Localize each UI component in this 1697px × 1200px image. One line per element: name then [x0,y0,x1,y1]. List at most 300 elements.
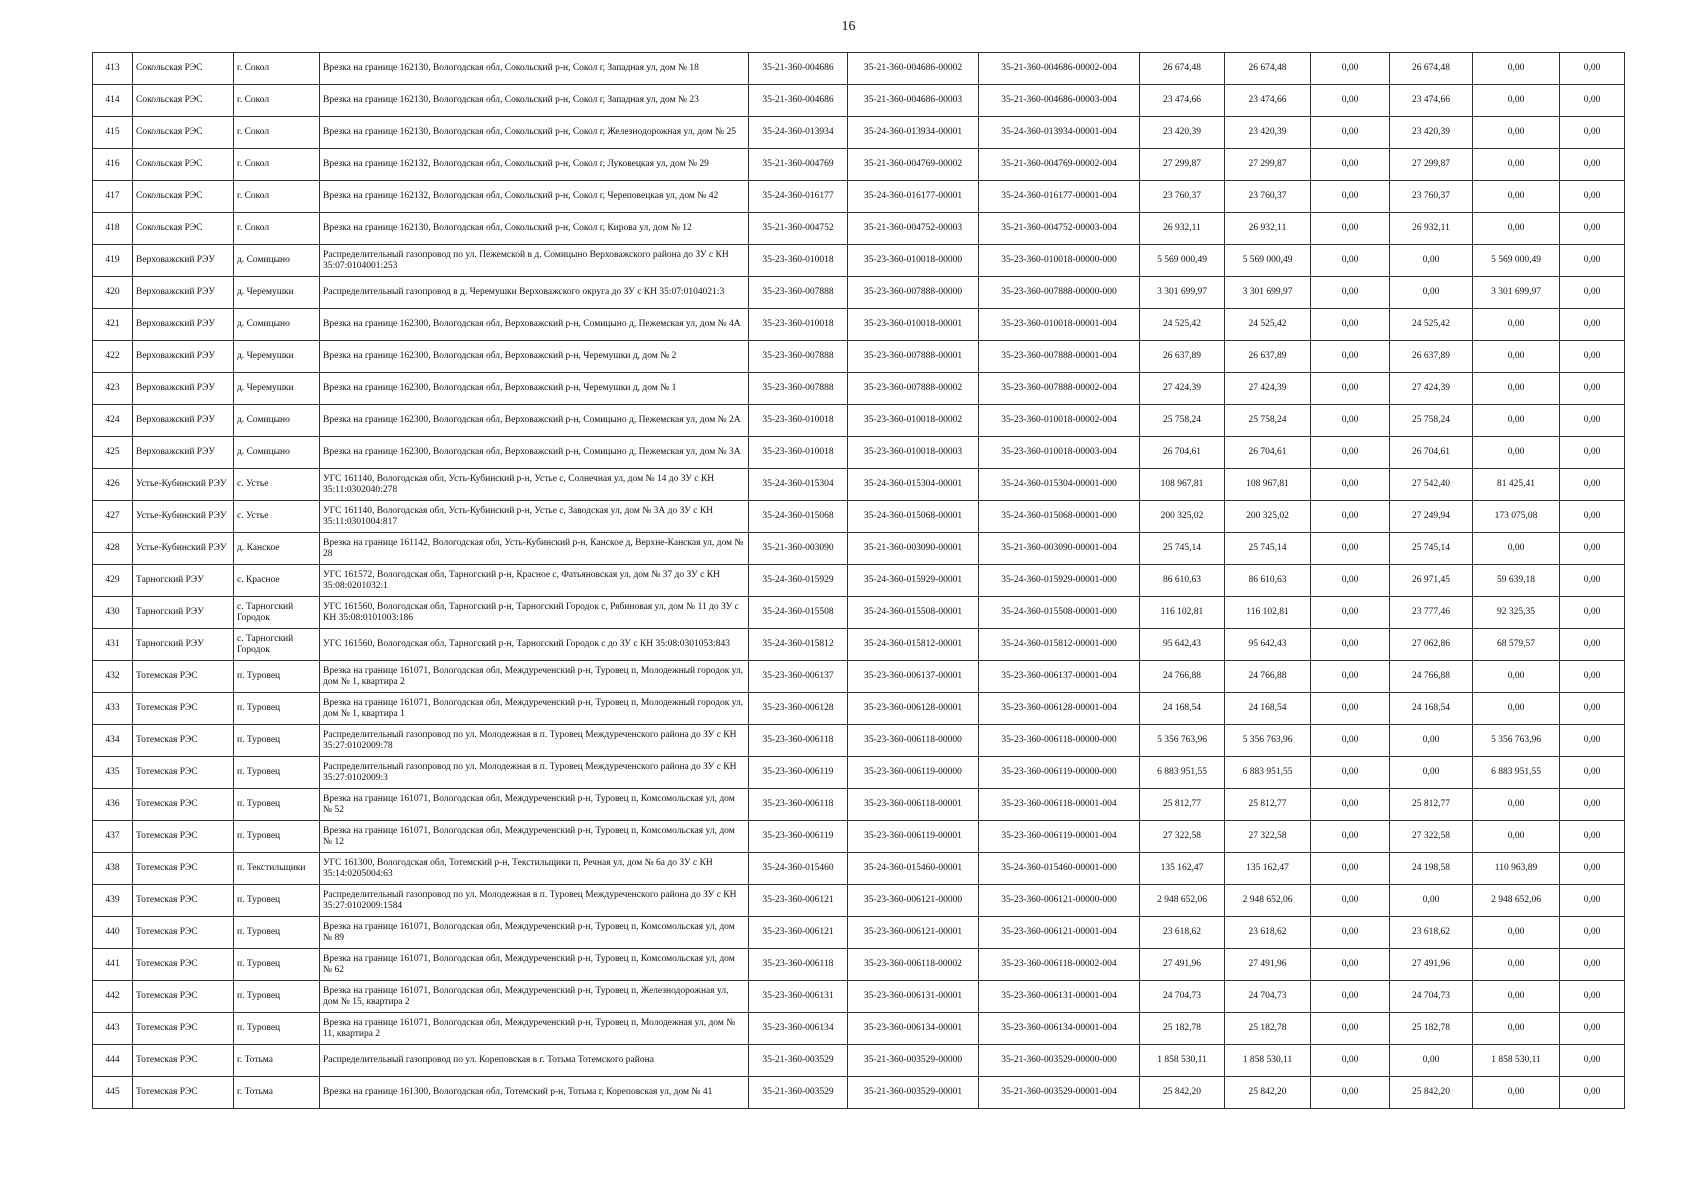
table-row [93,85,1625,117]
connection-cost-cell: 27 424,39 [1390,373,1473,405]
row-number-cell: 424 [93,405,133,437]
total-cost-cell: 200 325,02 [1140,501,1225,533]
zero-value-cell: 0,00 [1311,373,1390,405]
other-cost-cell: 0,00 [1560,437,1625,469]
division-cell: Верховажский РЭУ [133,405,234,437]
asset-code-cell: 35-23-360-010018-00001-004 [979,309,1140,341]
asset-code-cell: 35-23-360-006119-00001-004 [979,821,1140,853]
zero-value-cell: 0,00 [1311,405,1390,437]
total-cost-cell: 27 322,58 [1140,821,1225,853]
inventory-code-cell: 35-21-360-004769 [749,149,848,181]
other-cost-cell: 0,00 [1560,949,1625,981]
asset-code-cell: 35-23-360-010018-00000-000 [979,245,1140,277]
cost-value-cell: 25 182,78 [1225,1013,1311,1045]
cost-value-cell: 2 948 652,06 [1225,885,1311,917]
cost-value-cell: 108 967,81 [1225,469,1311,501]
total-cost-cell: 27 491,96 [1140,949,1225,981]
row-number-cell: 427 [93,501,133,533]
connection-cost-cell: 24 198,58 [1390,853,1473,885]
row-number-cell: 426 [93,469,133,501]
total-cost-cell: 27 299,87 [1140,149,1225,181]
total-cost-cell: 3 301 699,97 [1140,277,1225,309]
cost-value-cell: 23 618,62 [1225,917,1311,949]
division-cell: Тарногский РЭУ [133,629,234,661]
row-number-cell: 441 [93,949,133,981]
settlement-cell: с. Устье [234,501,320,533]
table-row [93,437,1625,469]
zero-value-cell: 0,00 [1311,85,1390,117]
total-cost-cell: 108 967,81 [1140,469,1225,501]
object-code-cell: 35-24-360-015929-00001 [848,565,979,597]
settlement-cell: г. Тотьма [234,1045,320,1077]
object-code-cell: 35-21-360-003090-00001 [848,533,979,565]
row-number-cell: 422 [93,341,133,373]
row-number-cell: 430 [93,597,133,629]
connection-cost-cell: 27 062,86 [1390,629,1473,661]
asset-code-cell: 35-24-360-015068-00001-000 [979,501,1140,533]
inventory-code-cell: 35-23-360-010018 [749,309,848,341]
connection-cost-cell: 23 618,62 [1390,917,1473,949]
cost-value-cell: 25 812,77 [1225,789,1311,821]
total-cost-cell: 24 766,88 [1140,661,1225,693]
settlement-cell: д. Сомицыно [234,437,320,469]
network-cost-cell: 0,00 [1473,53,1560,85]
row-number-cell: 438 [93,853,133,885]
network-cost-cell: 0,00 [1473,181,1560,213]
connection-cost-cell: 0,00 [1390,1045,1473,1077]
asset-code-cell: 35-24-360-013934-00001-004 [979,117,1140,149]
other-cost-cell: 0,00 [1560,501,1625,533]
table-row [93,597,1625,629]
asset-code-cell: 35-23-360-010018-00002-004 [979,405,1140,437]
zero-value-cell: 0,00 [1311,757,1390,789]
cost-value-cell: 24 766,88 [1225,661,1311,693]
row-number-cell: 437 [93,821,133,853]
asset-code-cell: 35-24-360-015508-00001-000 [979,597,1140,629]
asset-code-cell: 35-21-360-004769-00002-004 [979,149,1140,181]
settlement-cell: д. Сомицыно [234,245,320,277]
asset-code-cell: 35-24-360-016177-00001-004 [979,181,1140,213]
row-number-cell: 431 [93,629,133,661]
total-cost-cell: 24 525,42 [1140,309,1225,341]
table-row [93,277,1625,309]
other-cost-cell: 0,00 [1560,789,1625,821]
table-row [93,53,1625,85]
zero-value-cell: 0,00 [1311,117,1390,149]
total-cost-cell: 6 883 951,55 [1140,757,1225,789]
total-cost-cell: 5 356 763,96 [1140,725,1225,757]
network-cost-cell: 0,00 [1473,1013,1560,1045]
network-cost-cell: 173 075,08 [1473,501,1560,533]
settlement-cell: с. Красное [234,565,320,597]
object-code-cell: 35-23-360-007888-00001 [848,341,979,373]
other-cost-cell: 0,00 [1560,1077,1625,1109]
cost-value-cell: 1 858 530,11 [1225,1045,1311,1077]
object-code-cell: 35-24-360-015508-00001 [848,597,979,629]
total-cost-cell: 27 424,39 [1140,373,1225,405]
other-cost-cell: 0,00 [1560,1013,1625,1045]
network-cost-cell: 0,00 [1473,85,1560,117]
cost-value-cell: 24 168,54 [1225,693,1311,725]
table-row [93,1077,1625,1109]
inventory-code-cell: 35-23-360-006118 [749,789,848,821]
object-description-cell: Врезка на границе 162300, Вологодская обл, Верховажский р-н, Сомицыно д, Пежемская ул, дом № 2А [320,405,749,437]
network-cost-cell: 2 948 652,06 [1473,885,1560,917]
total-cost-cell: 25 842,20 [1140,1077,1225,1109]
zero-value-cell: 0,00 [1311,821,1390,853]
table-row [93,725,1625,757]
object-description-cell: Врезка на границе 161142, Вологодская обл, Усть-Кубинский р-н, Канское д, Верхне-Канская ул, дом № 28 [320,533,749,565]
division-cell: Тотемская РЭС [133,1013,234,1045]
division-cell: Сокольская РЭС [133,181,234,213]
division-cell: Тотемская РЭС [133,661,234,693]
asset-code-cell: 35-23-360-006131-00001-004 [979,981,1140,1013]
other-cost-cell: 0,00 [1560,917,1625,949]
total-cost-cell: 2 948 652,06 [1140,885,1225,917]
network-cost-cell: 0,00 [1473,789,1560,821]
other-cost-cell: 0,00 [1560,533,1625,565]
object-description-cell: УГС 161560, Вологодская обл, Тарногский р-н, Тарногский Городок с, Рябиновая ул, дом № 11 до ЗУ с КН 35:08:0101003:186 [320,597,749,629]
inventory-code-cell: 35-21-360-004686 [749,53,848,85]
table-row [93,469,1625,501]
network-cost-cell: 0,00 [1473,821,1560,853]
division-cell: Тотемская РЭС [133,853,234,885]
cost-value-cell: 5 569 000,49 [1225,245,1311,277]
table-row [93,917,1625,949]
division-cell: Верховажский РЭУ [133,373,234,405]
asset-code-cell: 35-24-360-015304-00001-000 [979,469,1140,501]
page-number: 16 [841,19,856,34]
zero-value-cell: 0,00 [1311,469,1390,501]
object-code-cell: 35-21-360-004769-00002 [848,149,979,181]
network-cost-cell: 0,00 [1473,437,1560,469]
network-cost-cell: 0,00 [1473,1077,1560,1109]
inventory-code-cell: 35-21-360-003529 [749,1077,848,1109]
object-description-cell: Врезка на границе 161071, Вологодская обл, Междуреченский р-н, Туровец п, Молодежная ул, дом № 11, квартира 2 [320,1013,749,1045]
inventory-code-cell: 35-23-360-010018 [749,405,848,437]
inventory-code-cell: 35-23-360-006118 [749,725,848,757]
connection-cost-cell: 25 758,24 [1390,405,1473,437]
zero-value-cell: 0,00 [1311,725,1390,757]
table-row [93,245,1625,277]
object-code-cell: 35-24-360-015460-00001 [848,853,979,885]
other-cost-cell: 0,00 [1560,405,1625,437]
object-description-cell: Врезка на границе 162132, Вологодская обл, Сокольский р-н, Сокол г, Череповецкая ул, дом № 42 [320,181,749,213]
table-row [93,117,1625,149]
division-cell: Тотемская РЭС [133,789,234,821]
inventory-code-cell: 35-23-360-007888 [749,373,848,405]
asset-code-cell: 35-23-360-006118-00002-004 [979,949,1140,981]
asset-code-cell: 35-21-360-003529-00001-004 [979,1077,1140,1109]
table-row [93,1013,1625,1045]
zero-value-cell: 0,00 [1311,341,1390,373]
network-cost-cell: 3 301 699,97 [1473,277,1560,309]
inventory-code-cell: 35-21-360-003090 [749,533,848,565]
connection-cost-cell: 0,00 [1390,757,1473,789]
division-cell: Устье-Кубинский РЭУ [133,469,234,501]
zero-value-cell: 0,00 [1311,853,1390,885]
asset-code-cell: 35-23-360-006119-00000-000 [979,757,1140,789]
total-cost-cell: 23 760,37 [1140,181,1225,213]
settlement-cell: п. Туровец [234,821,320,853]
object-description-cell: Распределительный газопровод по ул. Кореповская в г. Тотьма Тотемского района [320,1045,749,1077]
cost-value-cell: 23 474,66 [1225,85,1311,117]
object-description-cell: УГС 161572, Вологодская обл, Тарногский р-н, Красное с, Фатьяновская ул, дом № 37 до ЗУ с КН 35:08:0201032:1 [320,565,749,597]
asset-code-cell: 35-21-360-004686-00003-004 [979,85,1140,117]
network-cost-cell: 0,00 [1473,693,1560,725]
division-cell: Тотемская РЭС [133,917,234,949]
row-number-cell: 435 [93,757,133,789]
settlement-cell: п. Туровец [234,885,320,917]
asset-code-cell: 35-23-360-006121-00001-004 [979,917,1140,949]
other-cost-cell: 0,00 [1560,469,1625,501]
object-description-cell: Врезка на границе 161071, Вологодская обл, Междуреченский р-н, Туровец п, Железнодорожная ул, дом № 15, квартира 2 [320,981,749,1013]
zero-value-cell: 0,00 [1311,53,1390,85]
inventory-code-cell: 35-23-360-006134 [749,1013,848,1045]
network-cost-cell: 92 325,35 [1473,597,1560,629]
inventory-code-cell: 35-24-360-013934 [749,117,848,149]
settlement-cell: г. Тотьма [234,1077,320,1109]
cost-value-cell: 6 883 951,55 [1225,757,1311,789]
total-cost-cell: 25 758,24 [1140,405,1225,437]
total-cost-cell: 1 858 530,11 [1140,1045,1225,1077]
object-code-cell: 35-23-360-006118-00000 [848,725,979,757]
connection-cost-cell: 24 766,88 [1390,661,1473,693]
object-description-cell: УГС 161560, Вологодская обл, Тарногский р-н, Тарногский Городок с до ЗУ с КН 35:08:0301053:843 [320,629,749,661]
connection-cost-cell: 27 542,40 [1390,469,1473,501]
settlement-cell: п. Туровец [234,661,320,693]
division-cell: Верховажский РЭУ [133,277,234,309]
row-number-cell: 436 [93,789,133,821]
other-cost-cell: 0,00 [1560,757,1625,789]
cost-value-cell: 27 299,87 [1225,149,1311,181]
cost-value-cell: 86 610,63 [1225,565,1311,597]
zero-value-cell: 0,00 [1311,661,1390,693]
asset-code-cell: 35-21-360-004686-00002-004 [979,53,1140,85]
connection-cost-cell: 0,00 [1390,725,1473,757]
connection-cost-cell: 25 182,78 [1390,1013,1473,1045]
total-cost-cell: 23 474,66 [1140,85,1225,117]
network-cost-cell: 0,00 [1473,341,1560,373]
division-cell: Тарногский РЭУ [133,565,234,597]
network-cost-cell: 6 883 951,55 [1473,757,1560,789]
inventory-code-cell: 35-21-360-004752 [749,213,848,245]
connection-cost-cell: 27 322,58 [1390,821,1473,853]
network-cost-cell: 0,00 [1473,309,1560,341]
object-description-cell: Врезка на границе 161071, Вологодская обл, Междуреченский р-н, Туровец п, Комсомольская ул, дом № 52 [320,789,749,821]
division-cell: Верховажский РЭУ [133,245,234,277]
cost-value-cell: 24 525,42 [1225,309,1311,341]
table-row [93,213,1625,245]
total-cost-cell: 24 168,54 [1140,693,1225,725]
inventory-code-cell: 35-23-360-010018 [749,437,848,469]
table-row [93,341,1625,373]
object-code-cell: 35-23-360-006134-00001 [848,1013,979,1045]
connection-cost-cell: 26 704,61 [1390,437,1473,469]
connection-cost-cell: 23 760,37 [1390,181,1473,213]
row-number-cell: 417 [93,181,133,213]
cost-value-cell: 26 674,48 [1225,53,1311,85]
object-description-cell: Распределительный газопровод по ул. Молодежная в п. Туровец Междуреченского района до ЗУ с КН 35:27:0102009:78 [320,725,749,757]
table-row [93,405,1625,437]
connection-cost-cell: 0,00 [1390,885,1473,917]
settlement-cell: д. Черемушки [234,341,320,373]
table-row [93,949,1625,981]
object-description-cell: Врезка на границе 162300, Вологодская обл, Верховажский р-н, Сомицыно д, Пежемская ул, дом № 3А [320,437,749,469]
object-description-cell: Врезка на границе 162300, Вологодская обл, Верховажский р-н, Сомицыно д, Пежемская ул, дом № 4А [320,309,749,341]
other-cost-cell: 0,00 [1560,981,1625,1013]
cost-value-cell: 25 842,20 [1225,1077,1311,1109]
object-description-cell: УГС 161300, Вологодская обл, Тотемский р-н, Текстильщики п, Речная ул, дом № 6а до ЗУ с КН 35:14:0205004:63 [320,853,749,885]
settlement-cell: д. Сомицыно [234,309,320,341]
object-description-cell: Врезка на границе 161071, Вологодская обл, Междуреченский р-н, Туровец п, Комсомольская ул, дом № 62 [320,949,749,981]
zero-value-cell: 0,00 [1311,213,1390,245]
other-cost-cell: 0,00 [1560,309,1625,341]
object-code-cell: 35-23-360-006128-00001 [848,693,979,725]
row-number-cell: 440 [93,917,133,949]
row-number-cell: 423 [93,373,133,405]
object-description-cell: Врезка на границе 162132, Вологодская обл, Сокольский р-н, Сокол г, Луковецкая ул, дом № 29 [320,149,749,181]
connection-cost-cell: 26 674,48 [1390,53,1473,85]
object-description-cell: Врезка на границе 161071, Вологодская обл, Междуреченский р-н, Туровец п, Молодежный городок ул, дом № 1, квартира 1 [320,693,749,725]
division-cell: Устье-Кубинский РЭУ [133,501,234,533]
other-cost-cell: 0,00 [1560,341,1625,373]
object-code-cell: 35-23-360-007888-00002 [848,373,979,405]
other-cost-cell: 0,00 [1560,693,1625,725]
total-cost-cell: 25 745,14 [1140,533,1225,565]
cost-value-cell: 3 301 699,97 [1225,277,1311,309]
settlement-cell: п. Туровец [234,981,320,1013]
division-cell: Верховажский РЭУ [133,341,234,373]
asset-code-cell: 35-23-360-006128-00001-004 [979,693,1140,725]
object-description-cell: Распределительный газопровод в д. Черемушки Верховажского округа до ЗУ с КН 35:07:0104021:3 [320,277,749,309]
inventory-code-cell: 35-23-360-006131 [749,981,848,1013]
other-cost-cell: 0,00 [1560,1045,1625,1077]
division-cell: Верховажский РЭУ [133,437,234,469]
inventory-code-cell: 35-24-360-015929 [749,565,848,597]
cost-value-cell: 27 424,39 [1225,373,1311,405]
asset-code-cell: 35-23-360-006118-00000-000 [979,725,1140,757]
cost-value-cell: 116 102,81 [1225,597,1311,629]
connection-cost-cell: 23 474,66 [1390,85,1473,117]
table-row [93,821,1625,853]
network-cost-cell: 0,00 [1473,149,1560,181]
connection-cost-cell: 25 842,20 [1390,1077,1473,1109]
settlement-cell: п. Туровец [234,757,320,789]
row-number-cell: 428 [93,533,133,565]
object-description-cell: Врезка на границе 162300, Вологодская обл, Верховажский р-н, Черемушки д, дом № 2 [320,341,749,373]
settlement-cell: с. Тарногский Городок [234,629,320,661]
other-cost-cell: 0,00 [1560,373,1625,405]
total-cost-cell: 135 162,47 [1140,853,1225,885]
object-description-cell: Врезка на границе 161071, Вологодская обл, Междуреченский р-н, Туровец п, Комсомольская ул, дом № 89 [320,917,749,949]
division-cell: Сокольская РЭС [133,53,234,85]
asset-code-cell: 35-24-360-015929-00001-000 [979,565,1140,597]
zero-value-cell: 0,00 [1311,309,1390,341]
row-number-cell: 419 [93,245,133,277]
inventory-code-cell: 35-23-360-007888 [749,277,848,309]
table-row [93,501,1625,533]
cost-value-cell: 23 760,37 [1225,181,1311,213]
division-cell: Тотемская РЭС [133,693,234,725]
division-cell: Тотемская РЭС [133,1077,234,1109]
row-number-cell: 433 [93,693,133,725]
zero-value-cell: 0,00 [1311,1045,1390,1077]
asset-code-cell: 35-23-360-007888-00000-000 [979,277,1140,309]
division-cell: Верховажский РЭУ [133,309,234,341]
asset-code-cell: 35-21-360-003529-00000-000 [979,1045,1140,1077]
object-code-cell: 35-21-360-003529-00000 [848,1045,979,1077]
asset-code-cell: 35-23-360-010018-00003-004 [979,437,1140,469]
zero-value-cell: 0,00 [1311,277,1390,309]
settlement-cell: с. Устье [234,469,320,501]
row-number-cell: 445 [93,1077,133,1109]
table-row [93,757,1625,789]
row-number-cell: 429 [93,565,133,597]
inventory-code-cell: 35-21-360-003529 [749,1045,848,1077]
total-cost-cell: 26 674,48 [1140,53,1225,85]
cost-value-cell: 135 162,47 [1225,853,1311,885]
object-description-cell: Врезка на границе 161071, Вологодская обл, Междуреченский р-н, Туровец п, Комсомольская ул, дом № 12 [320,821,749,853]
connection-cost-cell: 24 704,73 [1390,981,1473,1013]
division-cell: Сокольская РЭС [133,213,234,245]
connection-cost-cell: 0,00 [1390,277,1473,309]
object-code-cell: 35-24-360-015812-00001 [848,629,979,661]
object-code-cell: 35-24-360-015068-00001 [848,501,979,533]
network-cost-cell: 0,00 [1473,213,1560,245]
object-code-cell: 35-23-360-007888-00000 [848,277,979,309]
connection-cost-cell: 23 420,39 [1390,117,1473,149]
inventory-code-cell: 35-23-360-006119 [749,757,848,789]
connection-cost-cell: 23 777,46 [1390,597,1473,629]
total-cost-cell: 95 642,43 [1140,629,1225,661]
row-number-cell: 413 [93,53,133,85]
other-cost-cell: 0,00 [1560,629,1625,661]
inventory-code-cell: 35-24-360-015304 [749,469,848,501]
cost-value-cell: 24 704,73 [1225,981,1311,1013]
asset-code-cell: 35-23-360-007888-00002-004 [979,373,1140,405]
settlement-cell: д. Черемушки [234,373,320,405]
asset-code-cell: 35-21-360-004752-00003-004 [979,213,1140,245]
object-description-cell: Распределительный газопровод по ул. Молодежная в п. Туровец Междуреченского района до ЗУ с КН 35:27:0102009:1584 [320,885,749,917]
zero-value-cell: 0,00 [1311,885,1390,917]
object-code-cell: 35-21-360-003529-00001 [848,1077,979,1109]
division-cell: Тотемская РЭС [133,981,234,1013]
network-cost-cell: 81 425,41 [1473,469,1560,501]
cost-value-cell: 25 745,14 [1225,533,1311,565]
zero-value-cell: 0,00 [1311,949,1390,981]
total-cost-cell: 116 102,81 [1140,597,1225,629]
division-cell: Сокольская РЭС [133,117,234,149]
other-cost-cell: 0,00 [1560,661,1625,693]
zero-value-cell: 0,00 [1311,789,1390,821]
inventory-code-cell: 35-24-360-016177 [749,181,848,213]
total-cost-cell: 26 704,61 [1140,437,1225,469]
connection-cost-cell: 25 745,14 [1390,533,1473,565]
object-code-cell: 35-23-360-006118-00002 [848,949,979,981]
object-code-cell: 35-24-360-013934-00001 [848,117,979,149]
table-row [93,373,1625,405]
connection-cost-cell: 27 249,94 [1390,501,1473,533]
connection-cost-cell: 27 491,96 [1390,949,1473,981]
object-code-cell: 35-23-360-006137-00001 [848,661,979,693]
network-cost-cell: 0,00 [1473,949,1560,981]
table-row [93,789,1625,821]
settlement-cell: г. Сокол [234,117,320,149]
connection-cost-cell: 27 299,87 [1390,149,1473,181]
inventory-code-cell: 35-24-360-015460 [749,853,848,885]
zero-value-cell: 0,00 [1311,437,1390,469]
